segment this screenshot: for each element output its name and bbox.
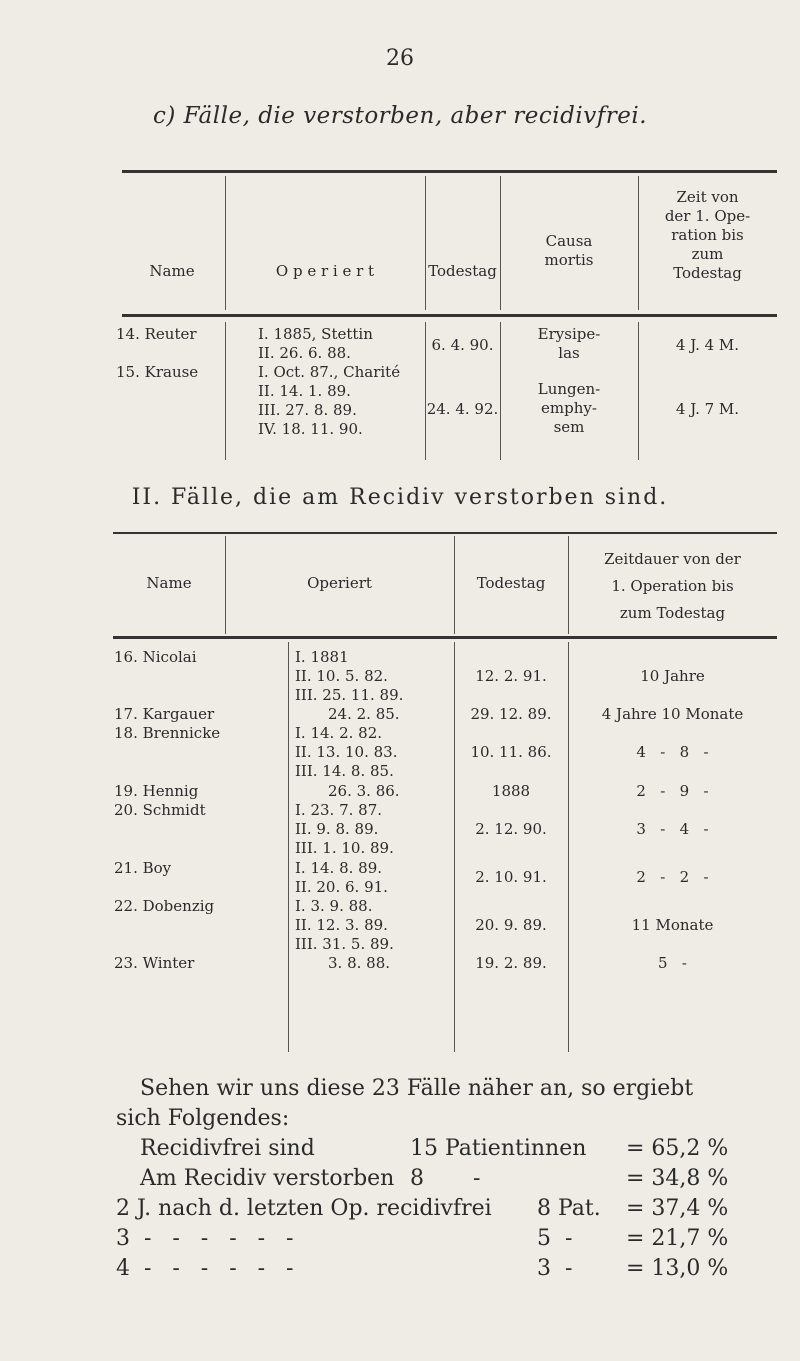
summary-line-percent: = 37,4 % — [626, 1196, 729, 1221]
table1-row-death: 6. 4. 90. — [431, 336, 494, 354]
summary-line-percent: = 34,8 % — [626, 1166, 729, 1191]
summary-line-count: 15 Patientinnen — [410, 1136, 587, 1161]
table2-row-ops: I. 1881 II. 10. 5. 82. III. 25. 11. 89. — [295, 648, 404, 704]
table1-row-time: 4 J. 7 M. — [675, 400, 740, 418]
table1-header-name: Name — [149, 262, 195, 280]
summary-line-label: 4 - - - - - - — [116, 1256, 294, 1281]
table2-row-ops: I. 14. 2. 82. II. 13. 10. 83. III. 14. 8. 85. — [295, 724, 398, 780]
table2-row-death: 20. 9. 89. — [475, 916, 547, 934]
summary-line-label: 3 - - - - - - — [116, 1226, 294, 1251]
summary-line-count: 3 - — [537, 1256, 573, 1281]
table2-row-time: 4 Jahre 10 Monate — [601, 705, 744, 723]
table2-row-time: 5 - — [658, 954, 687, 972]
section-ii-title: II. Fälle, die am Recidiv verstorben sind. — [131, 485, 669, 510]
table2-top-rule — [113, 532, 777, 534]
table1-header-rule — [122, 314, 777, 317]
table2-header-name: Name — [146, 574, 192, 592]
table1-header-todestag: Todestag — [428, 262, 497, 280]
table1-top-rule — [122, 170, 777, 173]
summary-intro-2: sich Folgendes: — [116, 1106, 290, 1131]
table2-row-time: 11 Monate — [631, 916, 714, 934]
table2-row-time: 10 Jahre — [640, 667, 705, 685]
table1-header-zeit: Zeit von der 1. Ope- ration bis zum Todestag — [664, 188, 751, 282]
summary-intro-1: Sehen wir uns diese 23 Fälle näher an, so ergiebt — [140, 1076, 694, 1101]
table2-row-death: 2. 12. 90. — [475, 820, 547, 838]
table2-row-death: 2. 10. 91. — [475, 868, 547, 886]
summary-line-label: Recidivfrei sind — [140, 1136, 315, 1161]
table2-row-death: 1888 — [491, 782, 531, 800]
table1-row-ops: I. Oct. 87., Charité II. 14. 1. 89. III. 27. 8. 89. IV. 18. 11. 90. — [258, 363, 401, 438]
summary-line-percent: = 21,7 % — [626, 1226, 729, 1251]
table2-row-time: 3 - 4 - — [636, 820, 709, 838]
summary-line-label: 2 J. nach d. letzten Op. recidivfrei — [116, 1196, 492, 1221]
table2-row-name: 19. Hennig — [114, 782, 199, 800]
table1-row-cause: Lungen- emphy- sem — [537, 380, 601, 436]
table2-row-ops: 24. 2. 85. — [328, 705, 400, 723]
table1-row-cause: Erysipe- las — [537, 325, 601, 362]
table1-header-causa: Causa mortis — [544, 232, 594, 269]
table1-row-time: 4 J. 4 M. — [675, 336, 740, 354]
table1-col-divider — [225, 176, 226, 310]
summary-line-percent: = 13,0 % — [626, 1256, 729, 1281]
table2-row-time: 2 - 9 - — [636, 782, 709, 800]
table2-col-divider — [288, 642, 289, 1052]
summary-line-count: 8 - — [410, 1166, 481, 1191]
page-number: 26 — [386, 46, 414, 71]
table2-row-death: 19. 2. 89. — [475, 954, 547, 972]
table1-header-operiert: O p e r i e r t — [275, 262, 375, 280]
table2-row-ops: I. 23. 7. 87. II. 9. 8. 89. III. 1. 10. 89. — [295, 801, 394, 857]
table2-row-name: 16. Nicolai — [114, 648, 197, 666]
table2-row-ops: I. 14. 8. 89. II. 20. 6. 91. — [295, 859, 388, 896]
table1-col-divider — [425, 176, 426, 310]
summary-line-count: 5 - — [537, 1226, 573, 1251]
table1-row-death: 24. 4. 92. — [426, 400, 499, 418]
table2-row-time: 2 - 2 - — [636, 868, 709, 886]
table2-row-name: 17. Kargauer — [114, 705, 215, 723]
table2-header-todestag: Todestag — [476, 574, 546, 592]
table1-row-ops: I. 1885, Stettin II. 26. 6. 88. — [258, 325, 373, 362]
table2-col-divider — [568, 642, 569, 1052]
summary-line-percent: = 65,2 % — [626, 1136, 729, 1161]
table2-row-name: 20. Schmidt — [114, 801, 206, 819]
summary-line-label: Am Recidiv verstorben — [140, 1166, 395, 1191]
table1-row-name: 14. Reuter — [116, 325, 197, 343]
table2-header-operiert: Operiert — [307, 574, 372, 592]
table2-row-name: 23. Winter — [114, 954, 195, 972]
table2-row-ops: 26. 3. 86. — [328, 782, 400, 800]
table2-row-time: 4 - 8 - — [636, 743, 709, 761]
table2-row-name: 21. Boy — [114, 859, 172, 877]
table2-row-death: 10. 11. 86. — [470, 743, 552, 761]
table2-row-name: 22. Dobenzig — [114, 897, 215, 915]
table2-row-name: 18. Brennicke — [114, 724, 221, 742]
table2-row-ops: 3. 8. 88. — [328, 954, 391, 972]
table2-row-ops: I. 3. 9. 88. II. 12. 3. 89. III. 31. 5. 89. — [295, 897, 394, 953]
table2-header-zeit: Zeitdauer von der 1. Operation bis zum Todestag — [604, 550, 741, 622]
table2-row-death: 12. 2. 91. — [475, 667, 547, 685]
section-c-title: c) Fälle, die verstorben, aber recidivfrei. — [152, 103, 648, 129]
table2-row-death: 29. 12. 89. — [470, 705, 552, 723]
summary-line-count: 8 Pat. — [537, 1196, 601, 1221]
table1-row-name: 15. Krause — [116, 363, 199, 381]
table2-header-rule — [113, 636, 777, 639]
